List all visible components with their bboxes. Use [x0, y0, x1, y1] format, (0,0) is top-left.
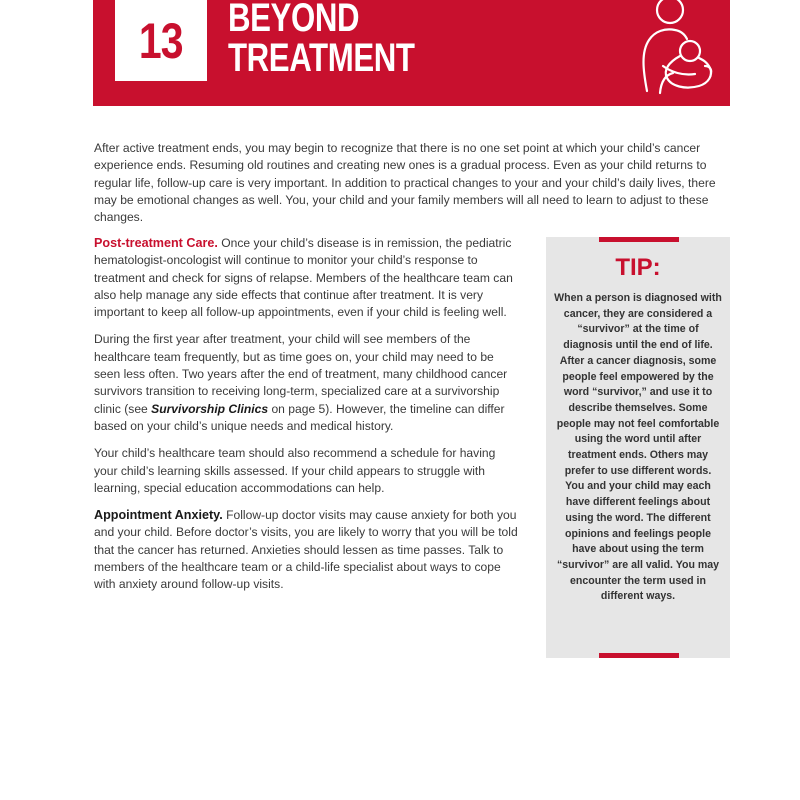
tip-top-bar: [599, 237, 679, 242]
anxiety-heading: Appointment Anxiety.: [94, 508, 223, 523]
first-year-paragraph: [94, 331, 519, 435]
main-column: [94, 235, 519, 604]
post-treatment-heading: Post-treatment Care.: [94, 236, 218, 250]
first-year-text-after: on page 5). However, the timeline can differ based on your child’s unique needs and medical history.: [94, 401, 505, 433]
tip-body: When a person is diagnosed with cancer, they are considered a “survivor” at the time of diagnosis until the end of life. After a cancer diagnosis, some people feel empowered by the word “survivor,” and use it to describe themselves. Some people may not feel comfortable using the word until after treatment ends. Others may prefer to use different words. You and your child may each have different feelings about using the word. The different opinions and feelings people have about using the term “survivor” are all valid. You may encounter the term used in different ways.: [554, 292, 722, 603]
anxiety-text: Follow-up doctor visits may cause anxiety for both you and your child. Before doctor’s visits, you are likely to worry that you will be told that the cancer has returned. Anxieties should lessen as time passes. Talk to members of the healthcare team or a child-life specialist about ways to cope with anxiety around follow-up visits.: [94, 508, 518, 592]
intro-paragraph: After active treatment ends, you may begin to recognize that there is no one set point at which your child’s cancer experience ends. Resuming old routines and creating new ones is a gradual process. Even as your child returns to regular life, follow-up care is very important. In addition to practical changes to your and your child’s daily lives, there may be emotional changes as well. You, your child and your family members will all need to learn to adjust to these changes.: [94, 141, 716, 225]
survivorship-clinics-reference: Survivorship Clinics: [151, 401, 269, 416]
post-treatment-text: Once your child’s disease is in remission, the pediatric hematologist-oncologist will continue to monitor your child’s response to treatment and check for signs of relapse. Members of the healthcare team can also help manage any side effects that continue after treatment. It is very important to keep all follow-up appointments, even if your child is feeling well.: [94, 236, 513, 320]
learning-paragraph: Your child’s healthcare team should also recommend a schedule for having your child’s learning skills assessed. If your child appears to struggle with learning, special education accommodations can help.: [94, 446, 496, 495]
tip-title: TIP:: [615, 254, 661, 281]
chapter-title-line1: BEYOND: [228, 0, 360, 40]
post-treatment-paragraph: [94, 235, 519, 321]
tip-bottom-bar: [599, 653, 679, 658]
parent-holding-child-icon: [633, 0, 718, 100]
chapter-number: 13: [139, 12, 183, 69]
tip-box: [546, 237, 730, 658]
chapter-banner: [93, 0, 730, 106]
chapter-title: [228, 0, 415, 78]
first-year-text-before: During the first year after treatment, your child will see members of the healthcare team frequently, but as time goes on, your child may need to be seen less often. Two years after the end of treatment, many childhood cancer survivors transition to receiving long-term, specialized care at a survivorship clinic (see: [94, 332, 508, 416]
chapter-number-box: [115, 0, 207, 81]
chapter-title-line2: TREATMENT: [228, 36, 415, 80]
anxiety-paragraph: [94, 507, 519, 593]
